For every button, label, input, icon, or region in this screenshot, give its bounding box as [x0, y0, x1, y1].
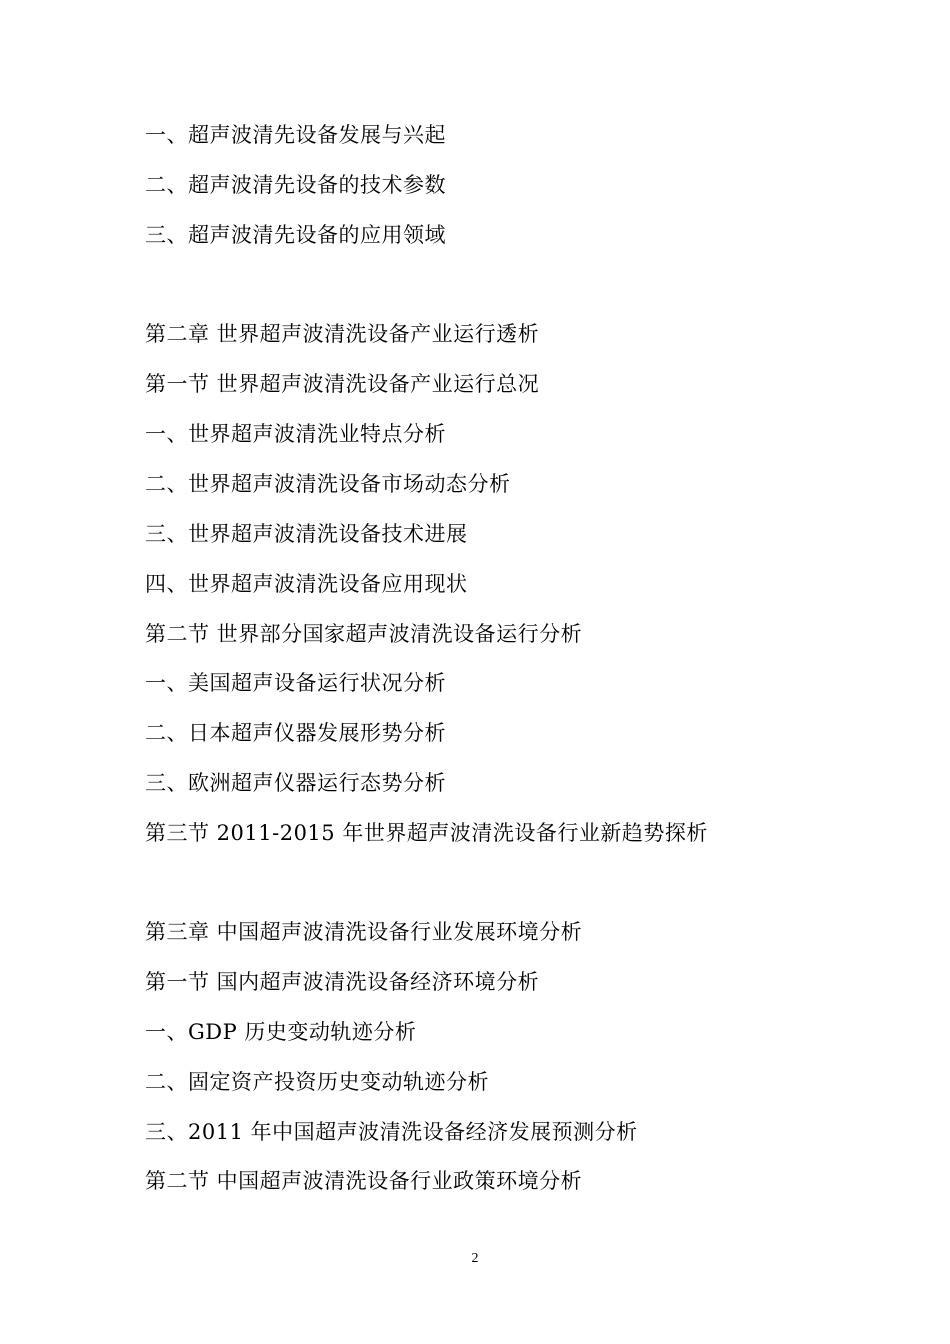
toc-section-heading: 第一节 世界超声波清洗设备产业运行总况: [145, 372, 540, 396]
toc-entry: 二、日本超声仪器发展形势分析: [145, 721, 446, 745]
toc-entry: 一、GDP 历史变动轨迹分析: [145, 1020, 417, 1044]
toc-chapter-heading: 第二章 世界超声波清洗设备产业运行透析: [145, 322, 540, 346]
toc-entry: 三、2011 年中国超声波清洗设备经济发展预测分析: [145, 1120, 638, 1144]
toc-entry: 三、欧洲超声仪器运行态势分析: [145, 771, 446, 795]
toc-section-heading: 第二节 中国超声波清洗设备行业政策环境分析: [145, 1169, 583, 1193]
toc-entry: 二、世界超声波清洗设备市场动态分析: [145, 472, 511, 496]
toc-chapter-heading: 第三章 中国超声波清洗设备行业发展环境分析: [145, 920, 583, 944]
toc-entry: 三、超声波清先设备的应用领域: [145, 223, 446, 247]
toc-section-heading: 第三节 2011-2015 年世界超声波清洗设备行业新趋势探析: [145, 821, 708, 845]
toc-entry: 三、世界超声波清洗设备技术进展: [145, 522, 468, 546]
toc-entry: 一、世界超声波清洗业特点分析: [145, 422, 446, 446]
toc-entry: 二、超声波清先设备的技术参数: [145, 173, 446, 197]
toc-entry: 二、固定资产投资历史变动轨迹分析: [145, 1070, 489, 1094]
toc-entry: 一、超声波清先设备发展与兴起: [145, 123, 446, 147]
toc-entry: 四、世界超声波清洗设备应用现状: [145, 572, 468, 596]
toc-section-heading: 第一节 国内超声波清洗设备经济环境分析: [145, 970, 540, 994]
page-number: 2: [471, 1251, 479, 1266]
toc-entry: 一、美国超声设备运行状况分析: [145, 671, 446, 695]
toc-section-heading: 第二节 世界部分国家超声波清洗设备运行分析: [145, 622, 583, 646]
